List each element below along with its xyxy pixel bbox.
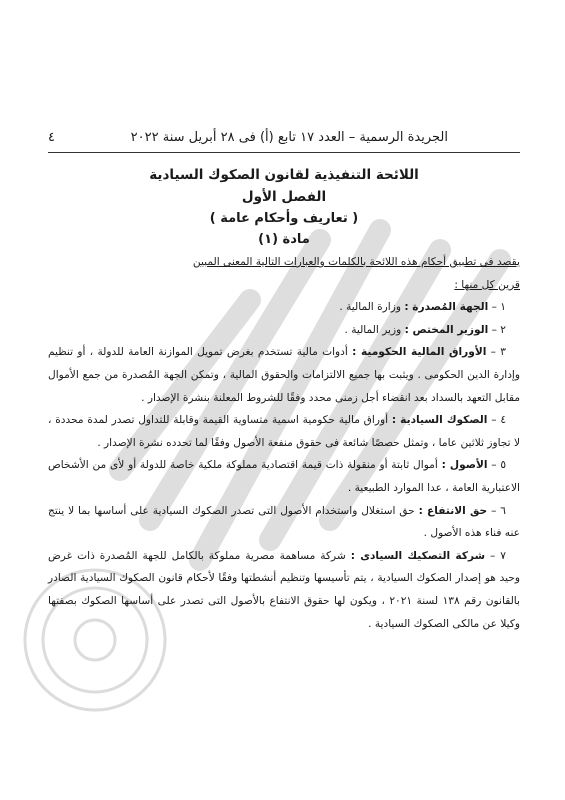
definition-item bbox=[48, 545, 520, 635]
definition-item bbox=[48, 296, 520, 319]
definition-number: ٣ – bbox=[490, 346, 506, 359]
intro-line-1: يقصد فى تطبيق أحكام هذه اللائحة بالكلمات والعبارات التالية المعنى المبين bbox=[192, 256, 520, 268]
gazette-header-title: الجريدة الرسمية – العدد ١٧ تابع (أ) فى ٢٨ أبريل سنة ٢٠٢٢ bbox=[130, 130, 448, 145]
definition-text: شركة مساهمة مصرية مملوكة بالكامل للجهة المُصدرة ذات غرض وحيد هو إصدار الصكوك السيادية ، يتم تأسيسها وتنظيم أنشطتها وفقًا لأحكام قانون الصكوك السيادية الصادر بالقانون رقم ١٣٨ لسنة ٢٠٢١ ، ويكون لها حقوق الانتفاع بالأصول التى تصدر على أساسها الصكوك بصفتها وكيلا عن مالكى الصكوك السيادية . bbox=[48, 549, 520, 630]
definition-text: وزارة المالية . bbox=[339, 301, 405, 314]
definition-number: ٥ – bbox=[491, 459, 507, 472]
definition-item bbox=[48, 409, 520, 454]
definition-item bbox=[48, 500, 520, 545]
chapter-subtitle: ( تعاريف وأحكام عامة ) bbox=[209, 211, 359, 226]
definition-term: الصكوك السيادية : bbox=[391, 414, 488, 427]
definition-text: أدوات مالية تستخدم بغرض تمويل الموازنة العامة للدولة ، أو تنظيم وإدارة الدين الحكومى . ويثبت بها جميع الالتزامات والحقوق المالية ، وتمكن الجهة المُصدرة من جمع الأموال مقابل التعهد بالسداد بعد انقضاء أجل زمنى محدد وفقًا للشروط المعلنة بنشرة الإصدار . bbox=[48, 346, 520, 404]
definition-number: ٦ – bbox=[491, 504, 506, 517]
definition-term: الوزير المختص : bbox=[404, 323, 489, 336]
definition-item bbox=[48, 454, 520, 499]
definition-term: الأصول : bbox=[441, 459, 488, 472]
definition-text: أوراق مالية حكومية اسمية متساوية القيمة وقابلة للتداول تصدر لمدة محددة ، لا تجاوز ثلاثين عاما ، وتمثل حصصًا شائعة فى حقوق منفعة الأصول وفقًا لما تحدده نشرة الإصدار . bbox=[48, 414, 520, 449]
definition-number: ٧ – bbox=[490, 549, 506, 562]
definition-text: أموال ثابتة أو منقولة ذات قيمة اقتصادية مملوكة ملكية خاصة للدولة أو لأى من الأشخاص الاعتبارية العامة ، عدا الموارد الطبيعية . bbox=[48, 459, 520, 494]
definition-term: شركة التصكيك السيادى : bbox=[350, 549, 486, 562]
definition-number: ١ – bbox=[491, 301, 506, 314]
definition-term: الجهة المُصدرة : bbox=[404, 301, 489, 314]
document-title: اللائحة التنفيذية لقانون الصكوك السيادية bbox=[149, 167, 419, 183]
chapter-title: الفصل الأول bbox=[241, 189, 327, 205]
definition-text: حق استغلال واستخدام الأصول التى تصدر الصكوك السيادية على أساسها بما لا ينتج عنه فناء هذه الأصول . bbox=[48, 504, 520, 540]
definition-item bbox=[48, 341, 520, 409]
intro-line-2: قرين كل منها : bbox=[454, 278, 520, 291]
article-heading: مادة (١) bbox=[258, 232, 310, 247]
document-body bbox=[48, 128, 520, 635]
definition-term: حق الانتفاع : bbox=[418, 504, 488, 517]
definition-term: الأوراق المالية الحكومية : bbox=[352, 346, 487, 359]
intro-paragraph bbox=[48, 251, 520, 296]
definition-number: ٤ – bbox=[491, 414, 507, 427]
page-number: ٤ bbox=[48, 130, 55, 145]
definition-item bbox=[48, 319, 520, 342]
definition-number: ٢ – bbox=[491, 323, 506, 336]
definition-text: وزير المالية . bbox=[344, 323, 405, 336]
